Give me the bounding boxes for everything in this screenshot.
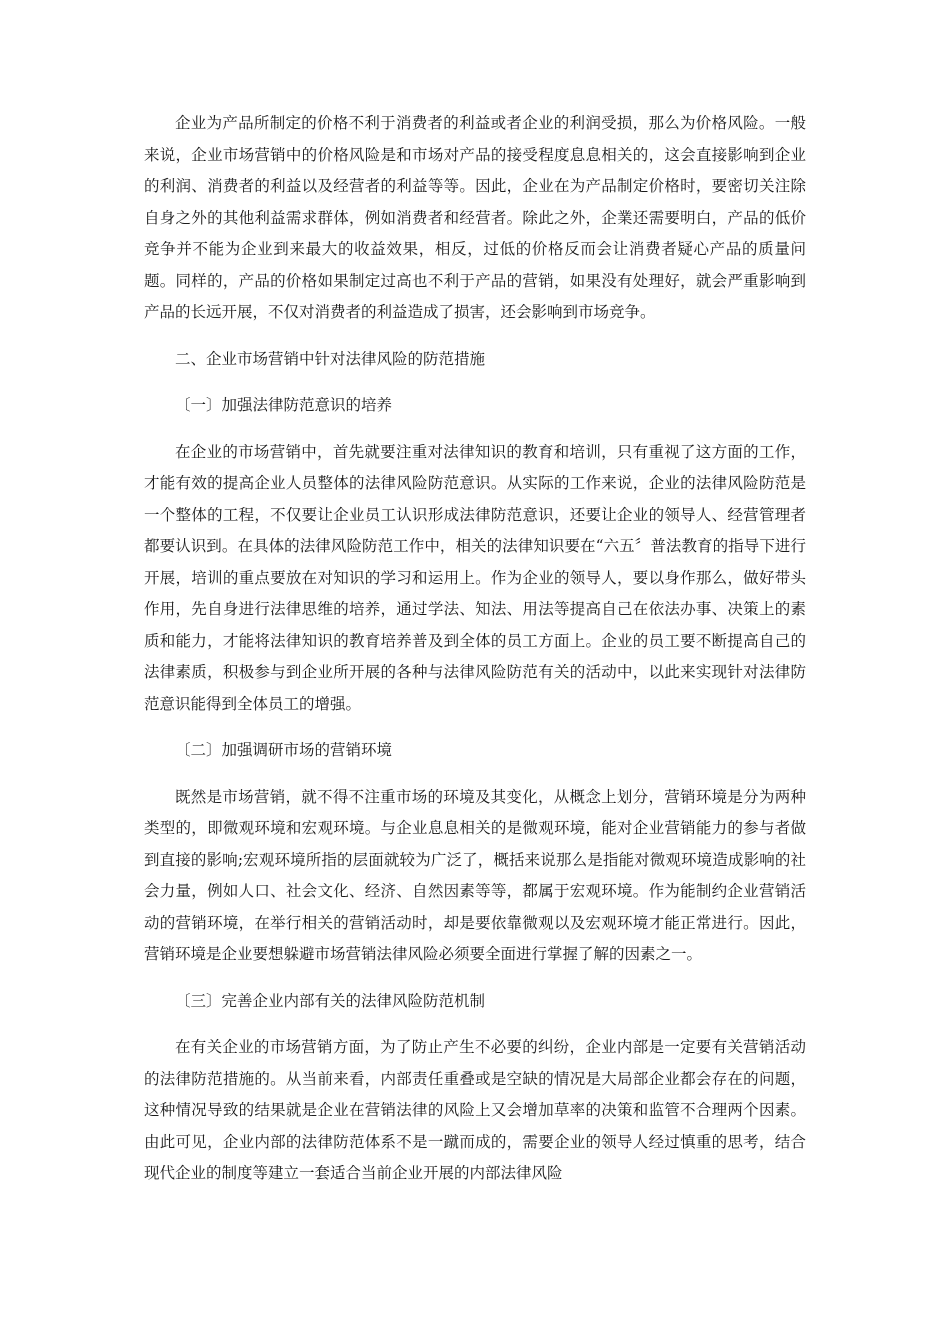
document-page <box>144 108 806 1205</box>
paragraph-legal-training: 在企业的市场营销中，首先就要注重对法律知识的教育和培训，只有重视了这方面的工作，才能有效的提高企业人员整体的法律风险防范意识。从实际的工作来说，企业的法律风险防范是一个整体的工程，不仅要让企业员工认识形成法律防范意识，还要让企业的领导人、经营管理者都要认识到。在具体的法律风险防范工作中，相关的法律知识要在“六五〞普法教育的指导下进行开展，培训的重点要放在对知识的学习和运用上。作为企业的领导人，要以身作那么，做好带头作用，先自身进行法律思维的培养，通过学法、知法、用法等提高自己在依法办事、决策上的素质和能力，才能将法律知识的教育培养普及到全体的员工方面上。企业的员工要不断提高自己的法律素质，积极参与到企业所开展的各种与法律风险防范有关的活动中，以此来实现针对法律防范意识能得到全体员工的增强。 <box>144 442 806 713</box>
subheading-legal-awareness: 〔一〕加强法律防范意识的培养 <box>175 396 393 414</box>
subheading-market-research: 〔二〕加强调研市场的营销环境 <box>175 741 393 759</box>
section-heading-legal-risk-measures: 二、企业市场营销中针对法律风险的防范措施 <box>175 349 486 368</box>
paragraph-internal-measures: 在有关企业的市场营销方面，为了防止产生不必要的纠纷，企业内部是一定要有关营销活动的法律防范措施的。从当前来看，内部责任重叠或是空缺的情况是大局部企业都会存在的问题，这种情况导致的结果就是企业在营销法律的风险上又会增加草率的决策和监管不合理两个因素。由此可见，企业内部的法律防范体系不是一蹴而成的，需要企业的领导人经过慎重的思考，结合现代企业的制度等建立一套适合当前企业开展的内部法律风险 <box>144 1038 806 1182</box>
paragraph-price-risk: 企业为产品所制定的价格不利于消费者的利益或者企业的利润受损，那么为价格风险。一般来说，企业市场营销中的价格风险是和市场对产品的接受程度息息相关的，这会直接影响到企业的利润、消费者的利益以及经营者的利益等等。因此，企业在为产品制定价格时，要密切关注除自身之外的其他利益需求群体，例如消费者和经营者。除此之外，企業还需要明白，产品的低价竞争并不能为企业到来最大的收益效果，相反，过低的价格反而会让消费者疑心产品的质量问题。同样的，产品的价格如果制定过高也不利于产品的营销，如果没有处理好，就会严重影响到产品的长远开展，不仅对消费者的利益造成了损害，还会影响到市场竞争。 <box>144 114 806 321</box>
paragraph-marketing-environment: 既然是市场营销，就不得不注重市场的环境及其变化，从概念上划分，营销环境是分为两种类型的，即微观环境和宏观环境。与企业息息相关的是微观环境，能对企业营销能力的参与者做到直接的影响;宏观环境所指的层面就较为广泛了，概括来说那么是指能对微观环境造成影响的社会力量，例如人口、社会文化、经济、自然因素等等，都属于宏观环境。作为能制约企业营销活动的营销环境，在举行相关的营销活动时，却是要依靠微观以及宏观环境才能正常进行。因此，营销环境是企业要想躲避市场营销法律风险必须要全面进行掌握了解的因素之一。 <box>144 787 806 963</box>
subheading-internal-mechanism: 〔三〕完善企业内部有关的法律风险防范机制 <box>175 991 486 1010</box>
